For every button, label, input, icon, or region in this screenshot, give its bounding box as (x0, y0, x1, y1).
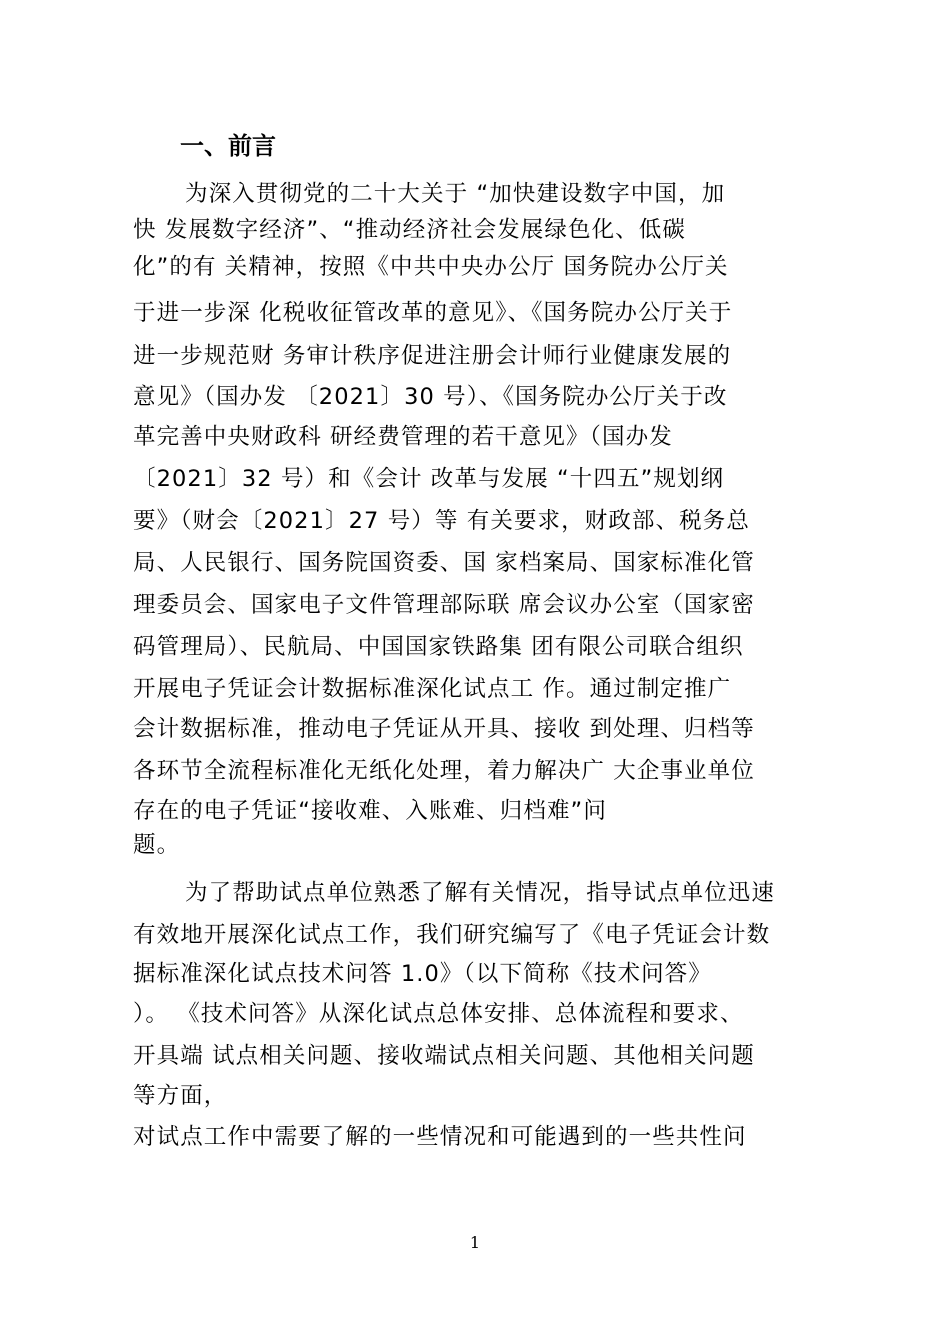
text-line: 局、人民银行、国务院国资委、国 家档案局、国家标准化管 (133, 550, 755, 576)
text-line: 化”的有 关精神，按照《中共中央办公厅 国务院办公厅关 (133, 254, 729, 280)
section-heading: 一、前言 (180, 132, 276, 160)
text-line: 革完善中央财政科 研经费管理的若干意见》（国办发 (133, 424, 673, 450)
text-line: 为深入贯彻党的二十大关于 “加快建设数字中国，加 (185, 181, 726, 207)
text-line: 〔2021〕32 号）和《会计 改革与发展 “十四五”规划纲 (133, 466, 725, 492)
text-line: 理委员会、国家电子文件管理部际联 席会议办公室（国家密 (133, 592, 755, 618)
text-line: 等方面， (133, 1083, 228, 1109)
text-line: 据标准深化试点技术问答 1.0》（以下简称《技术问答》 (133, 961, 712, 987)
text-line: 于进一步深 化税收征管改革的意见》、《国务院办公厅关于 (133, 300, 733, 326)
text-line: 开展电子凭证会计数据标准深化试点工 作。通过制定推广 (133, 676, 732, 702)
text-line: 意见》（国办发 〔2021〕30 号）、《国务院办公厅关于改 (133, 384, 728, 410)
text-line: 进一步规范财 务审计秩序促进注册会计师行业健康发展的 (133, 343, 732, 369)
text-line: 为了帮助试点单位熟悉了解有关情况，指导试点单位迅速 (185, 880, 776, 906)
text-line: 开具端 试点相关问题、接收端试点相关问题、其他相关问题 (133, 1043, 755, 1069)
page-number: 1 (469, 1233, 481, 1252)
text-line: 存在的电子凭证“接收难、入账难、归档难”问 (133, 798, 607, 824)
text-line: 码管理局）、民航局、中国国家铁路集 团有限公司联合组织 (133, 634, 744, 660)
text-line: 有效地开展深化试点工作，我们研究编写了《电子凭证会计数 (133, 922, 771, 948)
text-line: 题。 (133, 832, 181, 858)
text-line: 各环节全流程标准化无纸化处理，着力解决广 大企事业单位 (133, 758, 755, 784)
text-line: 快 发展数字经济”、“推动经济社会发展绿色化、低碳 (133, 217, 686, 243)
text-line: 要》（财会〔2021〕27 号）等 有关要求，财政部、税务总 (133, 508, 750, 534)
text-line: ）。 《技术问答》从深化试点总体安排、总体流程和要求、 (133, 1001, 744, 1027)
text-line: 对试点工作中需要了解的一些情况和可能遇到的一些共性问 (133, 1124, 747, 1150)
text-line: 会计数据标准，推动电子凭证从开具、接收 到处理、归档等 (133, 716, 755, 742)
